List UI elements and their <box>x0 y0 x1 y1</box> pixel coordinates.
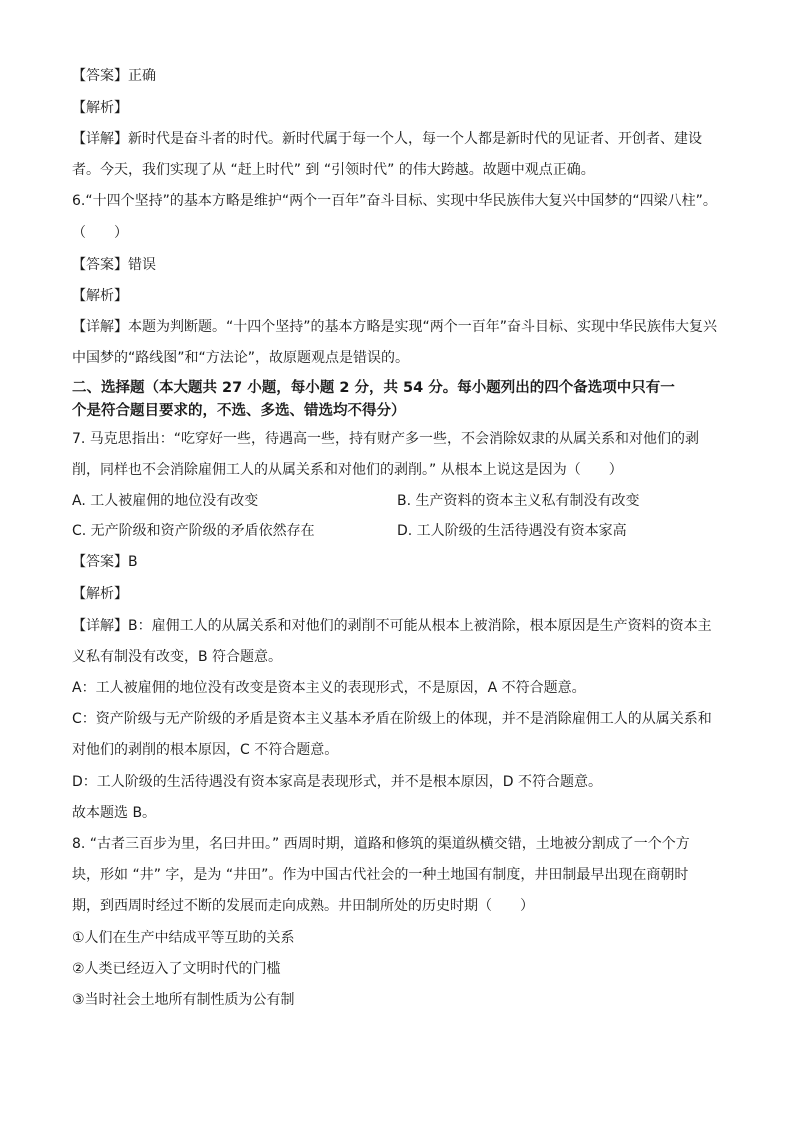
explanation-q5-line1: 【详解】新时代是奋斗者的时代。新时代属于每一个人，每一个人都是新时代的见证者、开创者、建设 <box>72 131 702 147</box>
explanation-q7-d: D：工人阶级的生活待遇没有资本家高是表现形式，并不是根本原因，D 不符合题意。 <box>72 774 603 790</box>
question-8-line3: 期，到西周时经过不断的发展而走向成熟。井田制所处的历史时期（ ） <box>72 898 534 914</box>
question-7-line2: 削，同样也不会消除雇佣工人的从属关系和对他们的剥削。” 从根本上说这是因为（ ） <box>72 462 623 478</box>
question-7-line1: 7. 马克思指出：“吃穿好一些，待遇高一些，持有财产多一些，不会消除奴隶的从属关系和对他们的剥 <box>72 431 700 447</box>
option-b: B. 生产资料的资本主义私有制没有改变 <box>397 493 640 509</box>
question-8-line2: 块，形如 “井” 字，是为 “井田”。作为中国古代社会的一种土地国有制度，井田制最早出现在商朝时 <box>72 867 689 883</box>
explanation-q7-line1: 【详解】B：雇佣工人的从属关系和对他们的剥削不可能从根本上被消除，根本原因是生产资料的资本主 <box>72 618 712 634</box>
explanation-q7-a: A：工人被雇佣的地位没有改变是资本主义的表现形式，不是原因，A 不符合题意。 <box>72 680 586 696</box>
explanation-q6-line2: 中国梦的“路线图”和“方法论”，故原题观点是错误的。 <box>72 350 410 366</box>
analysis-label-q7: 【解析】 <box>72 586 128 602</box>
explanation-q7-c-line2: 对他们的剥削的根本原因，C 不符合题意。 <box>72 742 339 758</box>
option-c: C. 无产阶级和资产阶级的矛盾依然存在 <box>72 523 315 539</box>
statement-2: ②人类已经迈入了文明时代的门槛 <box>72 961 281 977</box>
explanation-q7-line2: 义私有制没有改变，B 符合题意。 <box>72 649 283 665</box>
option-a: A. 工人被雇佣的地位没有改变 <box>72 493 259 509</box>
analysis-label-q6: 【解析】 <box>72 288 128 304</box>
section-heading-line2: 个是符合题目要求的，不选、多选、错选均不得分） <box>72 403 406 419</box>
section-heading-line1: 二、选择题（本大题共 27 小题，每小题 2 分，共 54 分。每小题列出的四个备选项中只有一 <box>72 380 675 396</box>
answer-label-q7: 【答案】B <box>72 554 138 570</box>
answer-label-q6: 【答案】错误 <box>72 257 156 273</box>
answer-label-q5: 【答案】正确 <box>72 68 156 84</box>
question-6-line1: 6.“十四个坚持”的基本方略是维护“两个一百年”奋斗目标、实现中华民族伟大复兴中国梦的“四梁八柱”。 <box>72 193 717 209</box>
explanation-q5-line2: 者。今天，我们实现了从 “赶上时代” 到 “引领时代” 的伟大跨越。故题中观点正确。 <box>72 162 595 178</box>
explanation-q6-line1: 【详解】本题为判断题。“十四个坚持”的基本方略是实现“两个一百年”奋斗目标、实现中华民族伟大复兴 <box>72 319 718 335</box>
question-8-line1: 8. “古者三百步为里，名曰井田。” 西周时期，道路和修筑的渠道纵横交错，土地被分割成了一个个方 <box>72 836 690 852</box>
question-6-blank: （ ） <box>72 225 128 241</box>
explanation-q7-c-line1: C：资产阶级与无产阶级的矛盾是资本主义基本矛盾在阶级上的体现，并不是消除雇佣工人的从属关系和 <box>72 711 712 727</box>
statement-1: ①人们在生产中结成平等互助的关系 <box>72 930 295 946</box>
conclusion-q7: 故本题选 B。 <box>72 805 157 821</box>
analysis-label-q5: 【解析】 <box>72 100 128 116</box>
statement-3: ③当时社会土地所有制性质为公有制 <box>72 992 295 1008</box>
option-d: D. 工人阶级的生活待遇没有资本家高 <box>397 523 627 539</box>
